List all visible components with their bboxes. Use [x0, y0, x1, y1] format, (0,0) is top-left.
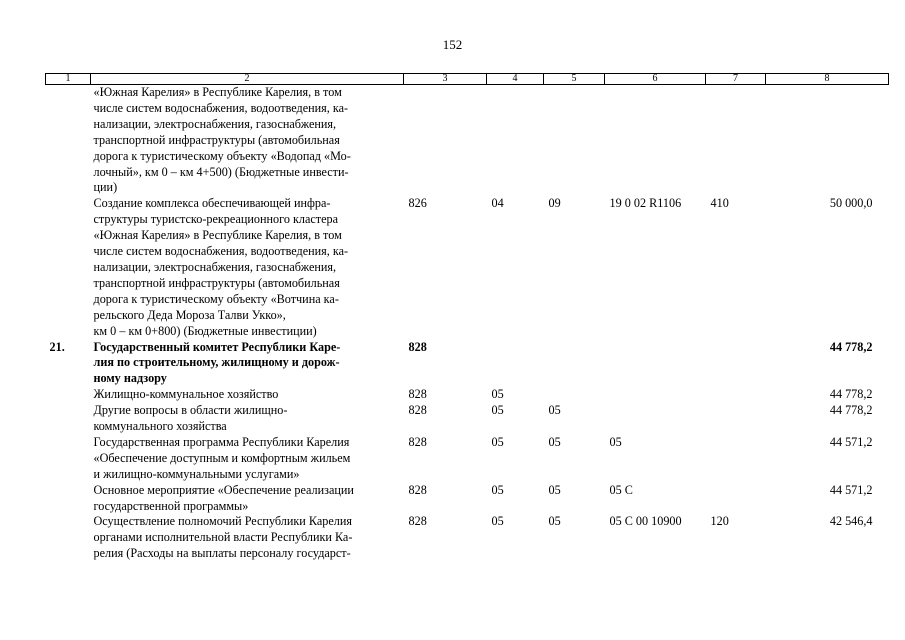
description-line: Государственная программа Республики Карелия [93, 434, 350, 449]
description-line: Государственный комитет Республики Каре- [93, 339, 341, 354]
target-article-code [605, 340, 706, 388]
amount: 42 546,4 [829, 514, 873, 529]
description-line: лочный», км 0 – км 4+500) (Бюджетные инвести- [93, 164, 349, 179]
description-line: релия (Расходы на выплаты персоналу государст- [93, 546, 351, 561]
page-number: 152 [442, 37, 463, 52]
table-row [46, 483, 889, 515]
header-cell: 7 [706, 74, 766, 85]
description-line: «Обеспечение доступным и комфортным жильем [93, 450, 351, 465]
description-line: нализации, электроснабжения, газоснабжения, [93, 259, 337, 274]
description-line: Жилищно-коммунальное хозяйство [93, 387, 279, 402]
description-line: коммунального хозяйства [93, 419, 227, 434]
expense-type-code [706, 435, 766, 483]
expense-type-code: 410 [710, 196, 729, 211]
description-line: Основное мероприятие «Обеспечение реализации [93, 482, 354, 497]
amount: 44 778,2 [829, 339, 873, 354]
amount [766, 85, 889, 197]
item-number [46, 483, 91, 515]
target-article-code [605, 403, 706, 435]
description-line: Другие вопросы в области жилищно- [93, 403, 288, 418]
expense-type-code [706, 340, 766, 388]
header-cell: 6 [605, 74, 706, 85]
section-code [487, 85, 544, 197]
header-cell: 1 [46, 74, 91, 85]
table-row [46, 403, 889, 435]
target-article-code: 19 0 02 R1106 [609, 196, 682, 211]
subsection-code: 05 [548, 514, 561, 529]
ministry-code: 828 [408, 482, 427, 497]
description-line: числе систем водоснабжения, водоотведения, ка- [93, 244, 349, 259]
description-line: ции) [93, 180, 118, 195]
subsection-code [544, 387, 605, 403]
ministry-code: 828 [408, 387, 427, 402]
section-code: 04 [491, 196, 504, 211]
target-article-code: 05 С [609, 482, 633, 497]
description-line: рельского Деда Мороза Талви Укко», [93, 307, 286, 322]
expense-type-code [706, 387, 766, 403]
description-line: лия по строительному, жилищному и дорож- [93, 355, 340, 370]
ministry-code: 828 [408, 403, 427, 418]
header-cell: 3 [404, 74, 487, 85]
description-line: нализации, электроснабжения, газоснабжения, [93, 116, 337, 131]
header-cell: 2 [91, 74, 404, 85]
amount: 44 571,2 [829, 434, 873, 449]
item-description [91, 387, 404, 403]
amount: 44 571,2 [829, 482, 873, 497]
ministry-code: 828 [408, 434, 427, 449]
item-description [91, 196, 404, 339]
item-number [46, 85, 91, 197]
subsection-code [544, 85, 605, 197]
target-article-code: 05 С 00 10900 [609, 514, 682, 529]
budget-table [45, 73, 889, 562]
item-description [91, 85, 404, 197]
description-line: дорога к туристическому объекту «Вотчина ка- [93, 291, 339, 306]
description-line: км 0 – км 0+800) (Бюджетные инвестиции) [93, 323, 317, 338]
ministry-code: 828 [408, 514, 427, 529]
item-description [91, 403, 404, 435]
item-number [46, 387, 91, 403]
table-row [46, 435, 889, 483]
description-line: транспортной инфраструктуры (автомобильная [93, 275, 340, 290]
description-line: ному надзору [93, 371, 167, 386]
table-row [46, 340, 889, 388]
subsection-code: 09 [548, 196, 561, 211]
target-article-code: 05 [609, 434, 622, 449]
subsection-code: 05 [548, 434, 561, 449]
amount: 50 000,0 [829, 196, 873, 211]
description-line: транспортной инфраструктуры (автомобильная [93, 132, 340, 147]
section-code: 05 [491, 482, 504, 497]
table-row [46, 387, 889, 403]
subsection-code: 05 [548, 482, 561, 497]
table-row [46, 514, 889, 562]
description-line: структуры туристско-рекреационного кластера [93, 212, 339, 227]
item-number: 21. [49, 339, 65, 354]
table-row [46, 196, 889, 339]
item-description [91, 435, 404, 483]
header-cell: 4 [487, 74, 544, 85]
ministry-code: 828 [408, 339, 427, 354]
section-code [487, 340, 544, 388]
ministry-code: 826 [408, 196, 427, 211]
description-line: числе систем водоснабжения, водоотведения, ка- [93, 100, 349, 115]
target-article-code [605, 85, 706, 197]
item-number [46, 514, 91, 562]
description-line: государственной программы» [93, 498, 249, 513]
section-code: 05 [491, 434, 504, 449]
section-code: 05 [491, 514, 504, 529]
ministry-code [404, 85, 487, 197]
description-line: Создание комплекса обеспечивающей инфра- [93, 196, 331, 211]
expense-type-code: 120 [710, 514, 729, 529]
item-description [91, 340, 404, 388]
description-line: дорога к туристическому объекту «Водопад «Мо- [93, 148, 351, 163]
expense-type-code [706, 483, 766, 515]
item-number [46, 403, 91, 435]
subsection-code [544, 340, 605, 388]
target-article-code [605, 387, 706, 403]
expense-type-code [706, 403, 766, 435]
header-cell: 8 [766, 74, 889, 85]
header-row [46, 74, 889, 85]
subsection-code: 05 [548, 403, 561, 418]
item-description [91, 483, 404, 515]
section-code: 05 [491, 387, 504, 402]
expense-type-code [706, 85, 766, 197]
description-line: органами исполнительной власти Республики Ка- [93, 530, 353, 545]
description-line: «Южная Карелия» в Республике Карелия, в том [93, 228, 342, 243]
item-description [91, 514, 404, 562]
description-line: «Южная Карелия» в Республике Карелия, в том [93, 85, 342, 99]
table-row [46, 85, 889, 197]
item-number [46, 196, 91, 339]
description-line: Осуществление полномочий Республики Карелия [93, 514, 352, 529]
amount: 44 778,2 [829, 387, 873, 402]
section-code: 05 [491, 403, 504, 418]
amount: 44 778,2 [829, 403, 873, 418]
description-line: и жилищно-коммунальными услугами» [93, 466, 300, 481]
header-cell: 5 [544, 74, 605, 85]
item-number [46, 435, 91, 483]
